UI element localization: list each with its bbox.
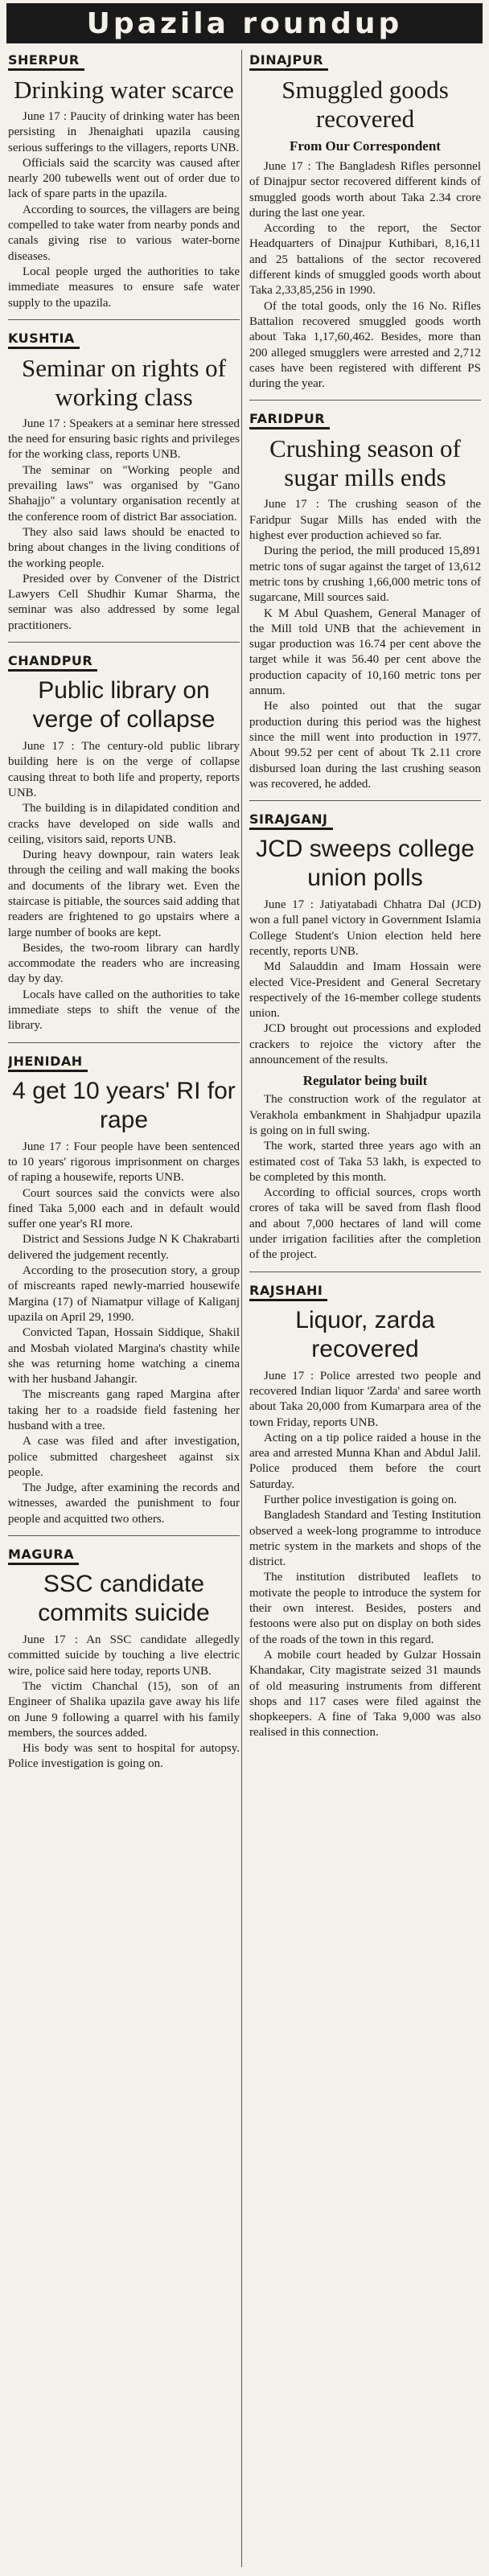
headline: Smuggled goods recovered [281,76,449,133]
section-masthead: Upazila roundup [6,3,483,43]
paragraph: June 17 : Paucity of drinking water has been persisting in Jhenaighati upazila causing serious sufferings to the villagers, reports UNB. [8,110,240,154]
story-rajshahi [249,1280,481,1749]
location-label: JHENIDAH [8,1051,88,1072]
story-sherpur [8,50,240,320]
paragraph: Convicted Tapan, Hossain Siddique, Shakil and Mosbah violated Margina's chastity while she was returning home watching a cinema with her husband Jahangir. [8,1326,240,1387]
headline: JCD sweeps college union polls [256,836,475,892]
paragraph: According to the report, the Sector Headquarters of Dinajpur Kuthibari, 8,16,11 and 25 battalions of the sector recovered different kinds of smuggled goods worth about Taka 2,33,85,256 in 1990. [249,222,481,298]
location-label: CHANDPUR [8,651,97,672]
byline: From Our Correspondent [290,138,441,154]
column-divider [241,50,242,2567]
subheadline: Regulator being built [302,1073,428,1089]
paragraph: They also said laws should be enacted to bring about changes in the living conditions of the working people. [8,525,240,570]
story-body [8,739,240,1034]
paragraph: The Judge, after examining the records and witnesses, awarded the punishment to four people and acquitted two others. [8,1481,240,1526]
paragraph: According to sources, the villagers are being compelled to take water from nearby ponds and canals giving rise to various water-borne diseases. [8,203,240,263]
paragraph: The institution distributed leaflets to motivate the people to introduce the system for their own interest. Besides, posters and festoons were also put on display on both sides of the roads of the town in this regard. [249,1571,481,1646]
paragraph: JCD brought out processions and exploded crackers to rejoice the victory after the announcement of the results. [249,1022,481,1067]
paragraph: Court sources said the convicts were also fined Taka 5,000 each and in default would suffer one year's RI more. [8,1186,240,1231]
story-sirajganj [249,809,481,1272]
paragraph: A case was filed and after investigation, police submitted chargesheet against six people. [8,1435,240,1479]
paragraph: A mobile court headed by Gulzar Hossain Khandakar, City magistrate seized 31 maunds of old measuring instruments from different shops and 117 cases were filed against the shopkeepers. A fine of Taka 9,000 was also realised in this connection. [249,1648,481,1740]
left-column [8,50,240,2567]
paragraph: June 17 : Speakers at a seminar here stressed the need for ensuring basic rights and privileges for the working class, reports UNB. [8,417,240,462]
paragraph: Further police investigation is going on. [264,1493,457,1506]
story-kushtia [8,328,240,643]
location-label: DINAJPUR [249,50,328,71]
paragraph: The victim Chanchal (15), son of an Engineer of Shalika upazila gave away his life on June 9 following a quarrel with his family members, the sources added. [8,1679,240,1740]
paragraph: June 17 : Police arrested two people and recovered Indian liquor 'Zarda' and saree worth about Taka 20,000 from Kumarpara area of the town Friday, reports UNB. [249,1369,481,1429]
story-chandpur [8,651,240,1043]
story-body [8,1633,240,1773]
paragraph: K M Abul Quashem, General Manager of the Mill told UNB that the achievement in sugar production was 16.74 per cent above the target while it was 56.40 per cent above the production capacity of 10,160 metric tons per annum. [249,606,481,698]
headline: Drinking water scarce [14,76,234,104]
paragraph: The seminar on "Working people and prevailing laws" was organised by "Gano Shahajjo" a voluntary organisation recently at the conference room of district Bar association. [8,463,240,524]
paragraph: Acting on a tip police raided a house in the area and arrested Munna Khan and Abdul Jalil. Police produced them before the court Saturday. [249,1431,481,1491]
story-body [8,1140,240,1527]
paragraph: The miscreants gang raped Margina after taking her to a roadside field fastening her husband with a tree. [8,1388,240,1432]
paragraph: The construction work of the regulator at Verakhola embankment in Shahjadpur upazila is going on in full swing. [249,1093,481,1137]
location-label: KUSHTIA [8,328,80,349]
story-body [249,898,481,1068]
paragraph: June 17 : The century-old public library building here is on the verge of collapse causing threat to both life and property, reports UNB. [8,740,240,799]
story-body [8,417,240,634]
paragraph: District and Sessions Judge N K Chakrabarti delivered the judgement recently. [8,1233,240,1262]
paragraph: According to official sources, crops worth crores of taka will be saved from flash flood and about 7,000 hectares of land will come under irrigation facilities after the completion of the project. [249,1186,481,1262]
story-magura [8,1544,240,1781]
right-column [249,50,481,2567]
headline: Crushing season of sugar mills ends [269,434,461,492]
paragraph: During the period, the mill produced 15,891 metric tons of sugar against the target of 13,612 metric tons by crushing 1,66,000 metric tons of sugarcane, Mill sources said. [249,544,481,605]
paragraph: June 17 : Four people have been sentenced to 10 years' rigorous imprisonment on charges of raping a housewife, reports UNB. [8,1140,240,1185]
story-body [249,159,481,392]
paragraph: June 17 : An SSC candidate allegedly committed suicide by touching a live electric wire, police said here today, reports UNB. [8,1633,240,1678]
paragraph: The building is in dilapidated condition and cracks have developed on side walls and ceiling, visitors said, reports UNB. [8,802,240,846]
paragraph: His body was sent to hospital for autopsy. Police investigation is going on. [8,1742,240,1771]
paragraph: Of the total goods, only the 16 No. Rifles Battalion recovered smuggled goods worth about Taka 1,17,60,462. Besides, more than 200 alleged smugglers were arrested and 2,712 cases have been registered with different PS during the year. [249,299,481,391]
paragraph: He also pointed out that the sugar production during this period was the highest since the mill went into production in 1977. About 99.52 per cent of about Tk 2.11 crore disbursed loan during the last crushing season was recovered, he added. [249,700,481,791]
paragraph: Presided over by Convener of the District Lawyers Cell Shudhir Kumar Sharma, the seminar was also addressed by some legal practitioners. [8,572,240,632]
paragraph: Local people urged the authorities to take immediate measures to ensure safe water supply to the upazila. [8,265,240,310]
headline: Public library on verge of collapse [32,677,216,733]
paragraph: June 17 : Jatiyatabadi Chhatra Dal (JCD) won a full panel victory in Government Islamia College Student's Union election held here recently, reports UNB. [249,898,481,958]
location-label: FARIDPUR [249,409,330,429]
headline: 4 get 10 years' RI for rape [12,1077,236,1133]
headline: Liquor, zarda recovered [295,1306,435,1362]
story-body [8,109,240,311]
story-dinajpur [249,50,481,401]
location-label: RAJSHAHI [249,1280,327,1301]
paragraph: Bangladesh Standard and Testing Institution observed a week-long programme to introduce metric system in the markets and shops of the district. [249,1509,481,1569]
story-jhenidah [8,1051,240,1536]
paragraph: Md Salauddin and Imam Hossain were elected Vice-President and General Secretary respectively of the 16-member college students union. [249,960,481,1021]
story-body [249,1369,481,1741]
headline: Seminar on rights of working class [22,353,226,411]
paragraph: June 17 : The crushing season of the Faridpur Sugar Mills has ended with the highest ever production achieved so far. [249,498,481,543]
story-body [249,497,481,792]
location-label: SIRAJGANJ [249,809,333,830]
paragraph: Locals have called on the authorities to take immediate steps to shift the venue of the library. [8,988,240,1033]
location-label: SHERPUR [8,50,84,71]
paragraph: During heavy downpour, rain waters leak through the ceiling and wall making the books and documents of the library wet. Even the staircase is pitiable, the sources said adding that readers are frightened to go upstairs where a large number of books are kept. [8,848,240,939]
location-label: MAGURA [8,1544,79,1565]
paragraph: According to the prosecution story, a group of miscreants raped newly-married housewife Margina (17) of Niamatpur village of Kaliganj upazila on April 29, 1990. [8,1264,240,1324]
story-body [249,1092,481,1263]
headline: SSC candidate commits suicide [38,1571,210,1627]
paragraph: June 17 : The Bangladesh Rifles personnel of Dinajpur sector recovered different kinds of smuggled goods worth about Taka 2.34 crore during the last one year. [249,160,481,220]
story-faridpur [249,409,481,801]
paragraph: Besides, the two-room library can hardly accommodate the readers who are increasing day by day. [8,941,240,986]
paragraph: Officials said the scarcity was caused after nearly 200 tubewells went out of order due to lack of spare parts in the upazila. [8,156,240,201]
paragraph: The work, started three years ago with an estimated cost of Taka 53 lakh, is expected to be completed by this month. [249,1140,481,1184]
